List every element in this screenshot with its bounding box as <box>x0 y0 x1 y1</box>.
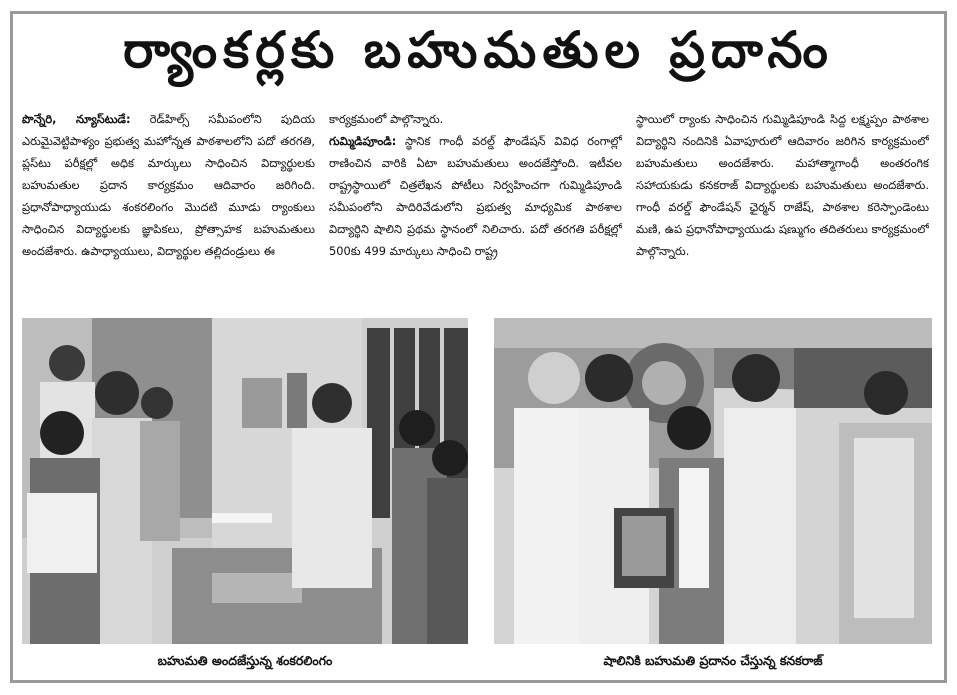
photo-left-image <box>22 318 468 644</box>
headline: ర్యాంకర్లకు బహుమతుల ప్రదానం <box>123 21 834 79</box>
paragraph-1-text: రెడ్‌హిల్స్ సమీపంలోని పుదియ ఎరుమైవెట్టిపాళ్యం ప్రభుత్వ మహోన్నత పాఠశాలలోని పదో తరగతి, ప్లస్‌టు పరీక్షల్లో అధిక మార్కులు సాధించిన విద్యార్థులకు బహుమతుల ప్రదాన కార్యక్రమం ఆదివారం జరిగింది. ప్రధానోపాధ్యాయుడు శంకరలింగం మొదటి మూడు ర్యాంకులు సాధించిన విద్యార్థులకు జ్ఞాపికలు, ప్రోత్సాహక బహుమతులు అందజేశారు. ఉపాధ్యాయులు, విద్యార్థుల తల్లిదండ్రులు ఈ <box>22 112 315 258</box>
article-column-3 <box>636 108 929 308</box>
paragraph-2-text: స్థానిక గాంధీ వరల్డ్ ఫౌండేషన్ వివిధ రంగాల్లో రాణించిన వారికి ఏటా బహుమతులు అందజేస్తోంది. ఇటీవల రాష్ట్రస్థాయిలో చిత్రలేఖన పోటీలు నిర్వహించగా గుమ్మిడిపూండి సమీపంలోని పాదిరివేడులోని ప్రభుత్వ మాధ్యమిక పాఠశాల విద్యార్థిని షాలిని ప్రథమ స్థానంలో నిలిచారు. పదో తరగతి పరీక్షల్లో 500కు 499 మార్కులు సాధించి రాష్ట్ర <box>329 134 622 258</box>
paragraph-2 <box>329 130 622 262</box>
article-body <box>22 108 929 308</box>
photo-right-image <box>494 318 932 644</box>
article-column-1 <box>22 108 315 308</box>
article-column-2 <box>329 108 622 308</box>
paragraph-2-continued: స్థాయిలో ర్యాంకు సాధించిన గుమ్మిడిపూండి సిద్ద లక్ష్మప్పం పాఠశాల విద్యార్థిని నందినికి ఏవాపూరులో ఆదివారం జరిగిన కార్యక్రమంలో బహుమతులు అందజేశారు. మహాత్మాగాంధీ అంతరంగిక సహాయకుడు కనకరాజ్ విద్యార్థులకు బహుమతులు అందజేశారు. గాంధీ వరల్డ్ ఫౌండేషన్ ఛైర్మన్ రాజేష్, పాఠశాల కరెస్పాండెంటు మణి, ఉప ప్రధానోపాధ్యాయుడు షణ్ముగం తదితరులు కార్యక్రమంలో పాల్గొన్నారు. <box>636 112 929 258</box>
caption-left: బహుమతి అందజేస్తున్న శంకరలింగం <box>157 653 333 668</box>
paragraph-1-end: కార్యక్రమంలో పాల్గొన్నారు. <box>329 112 444 126</box>
dateline-gummidipoondi: గుమ్మిడిపూండి: <box>329 134 397 148</box>
caption-right: షాలినికి బహుమతి ప్రదానం చేస్తున్న కనకరాజ్ <box>603 653 823 668</box>
dateline-ponneri: పొన్నేరి, న్యూస్‌టుడే: <box>22 112 131 126</box>
photo-right <box>494 318 932 644</box>
paragraph-1 <box>22 108 315 262</box>
photo-left <box>22 318 468 644</box>
